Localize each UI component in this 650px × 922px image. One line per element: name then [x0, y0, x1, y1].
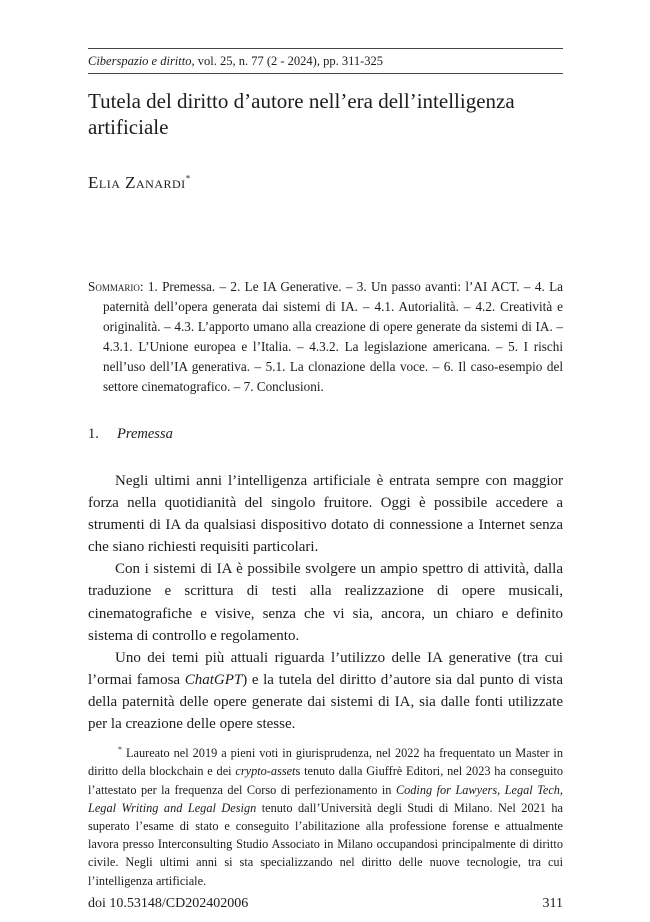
paragraph-3	[88, 647, 563, 735]
footnote	[88, 741, 563, 890]
section-heading	[88, 424, 173, 444]
header-rule-bottom	[88, 73, 563, 74]
header-rule-top	[88, 48, 563, 49]
author-footnote-mark: *	[185, 173, 191, 184]
paragraph-3-part-b: ) e la tutela del diritto d’autore sia dal punto di vista della paternità delle opere generate dai sistemi di IA, sia dalle fonti utilizzate per la creazione delle opere stesse.	[88, 671, 563, 733]
footnote-text-2: s tenuto dalla Giuffrè Editori, nel 2023 ha conseguito l’attestato per la frequenza del Corso di perfezionamento in	[88, 764, 563, 797]
paragraph-3-part-a: Uno dei temi più attuali riguarda l’utilizzo delle IA generative (tra cui l’ormai famosa	[88, 649, 563, 688]
journal-name: Ciberspazio e diritto	[88, 54, 192, 68]
paragraph-3-chatgpt: ChatGPT	[184, 671, 243, 688]
paragraph-2: Con i sistemi di IA è possibile svolgere un ampio spettro di attività, dalla traduzione e scrittura di testi alla realizzazione di opere musicali, cinematografiche e visive, senza che vi sia, ancora, un chiaro e definito sistema di controllo e regolamento.	[88, 561, 563, 644]
page-number: 311	[542, 896, 563, 911]
paragraph-1: Negli ultimi anni l’intelligenza artificiale è entrata sempre con maggior forza nella quotidianità del singolo fruitore. Oggi è possibile accedere a strumenti di IA da qualsiasi dispositivo dotato di connessione a Internet senza che siano richiesti requisiti particolari.	[88, 473, 563, 556]
footnote-italic-1: crypto-asset	[235, 764, 296, 779]
journal-volume-pages: , vol. 25, n. 77 (2 - 2024), pp. 311-325	[191, 54, 384, 68]
footnote-mark: *	[118, 745, 122, 754]
summary-label: Sommario:	[88, 279, 144, 294]
footnote-text-1: Laureato nel 2019 a pieni voti in giurisprudenza, nel 2022 ha frequentato un Master in diritto della blockchain e dei	[88, 746, 563, 779]
footnote-text-3: tenuto dall’Università degli Studi di Milano. Nel 2021 ha superato l’esame di stato e conseguito l’abilitazione alla professione forense e attualmente lavora presso Interconsulting Studio Associato in Milano occupandosi principalmente di diritto civile. Negli ultimi anni si sta specializzando nel diritto delle nuove tecnologie, tra cui l’intelligenza artificiale.	[88, 800, 563, 888]
author-name: Elia Zanardi	[88, 173, 186, 192]
summary-text: 1. Premessa. – 2. Le IA Generative. – 3. Un passo avanti: l’AI ACT. – 4. La paternità dell’opera generata dai sistemi di IA. – 4.1. Autorialità. – 4.2. Creatività e originalità. – 4.3. L’apporto umano alla creazione di opere generate da sistemi di IA. – 4.3.1. L’Unione europea e l’Italia. – 4.3.2. La legislazione americana. – 5. I rischi nell’uso dell’IA generativa. – 5.1. La clonazione della voce. – 6. Il caso-esempio del settore cinematografico. – 7. Conclusioni.	[103, 279, 563, 394]
doi-footer: doi 10.53148/CD202402006	[88, 896, 249, 911]
section-number: 1.	[88, 426, 99, 442]
article-author	[88, 173, 191, 193]
footnote-italic-2: Coding for Lawyers, Legal Tech, Legal Writing and Legal Design	[88, 782, 563, 815]
journal-citation	[88, 53, 563, 69]
body-text	[88, 470, 563, 735]
article-title: Tutela del diritto d’autore nell’era dell’intelligenza artificiale	[88, 89, 515, 139]
summary-block	[88, 277, 563, 397]
section-title: Premessa	[117, 426, 173, 442]
